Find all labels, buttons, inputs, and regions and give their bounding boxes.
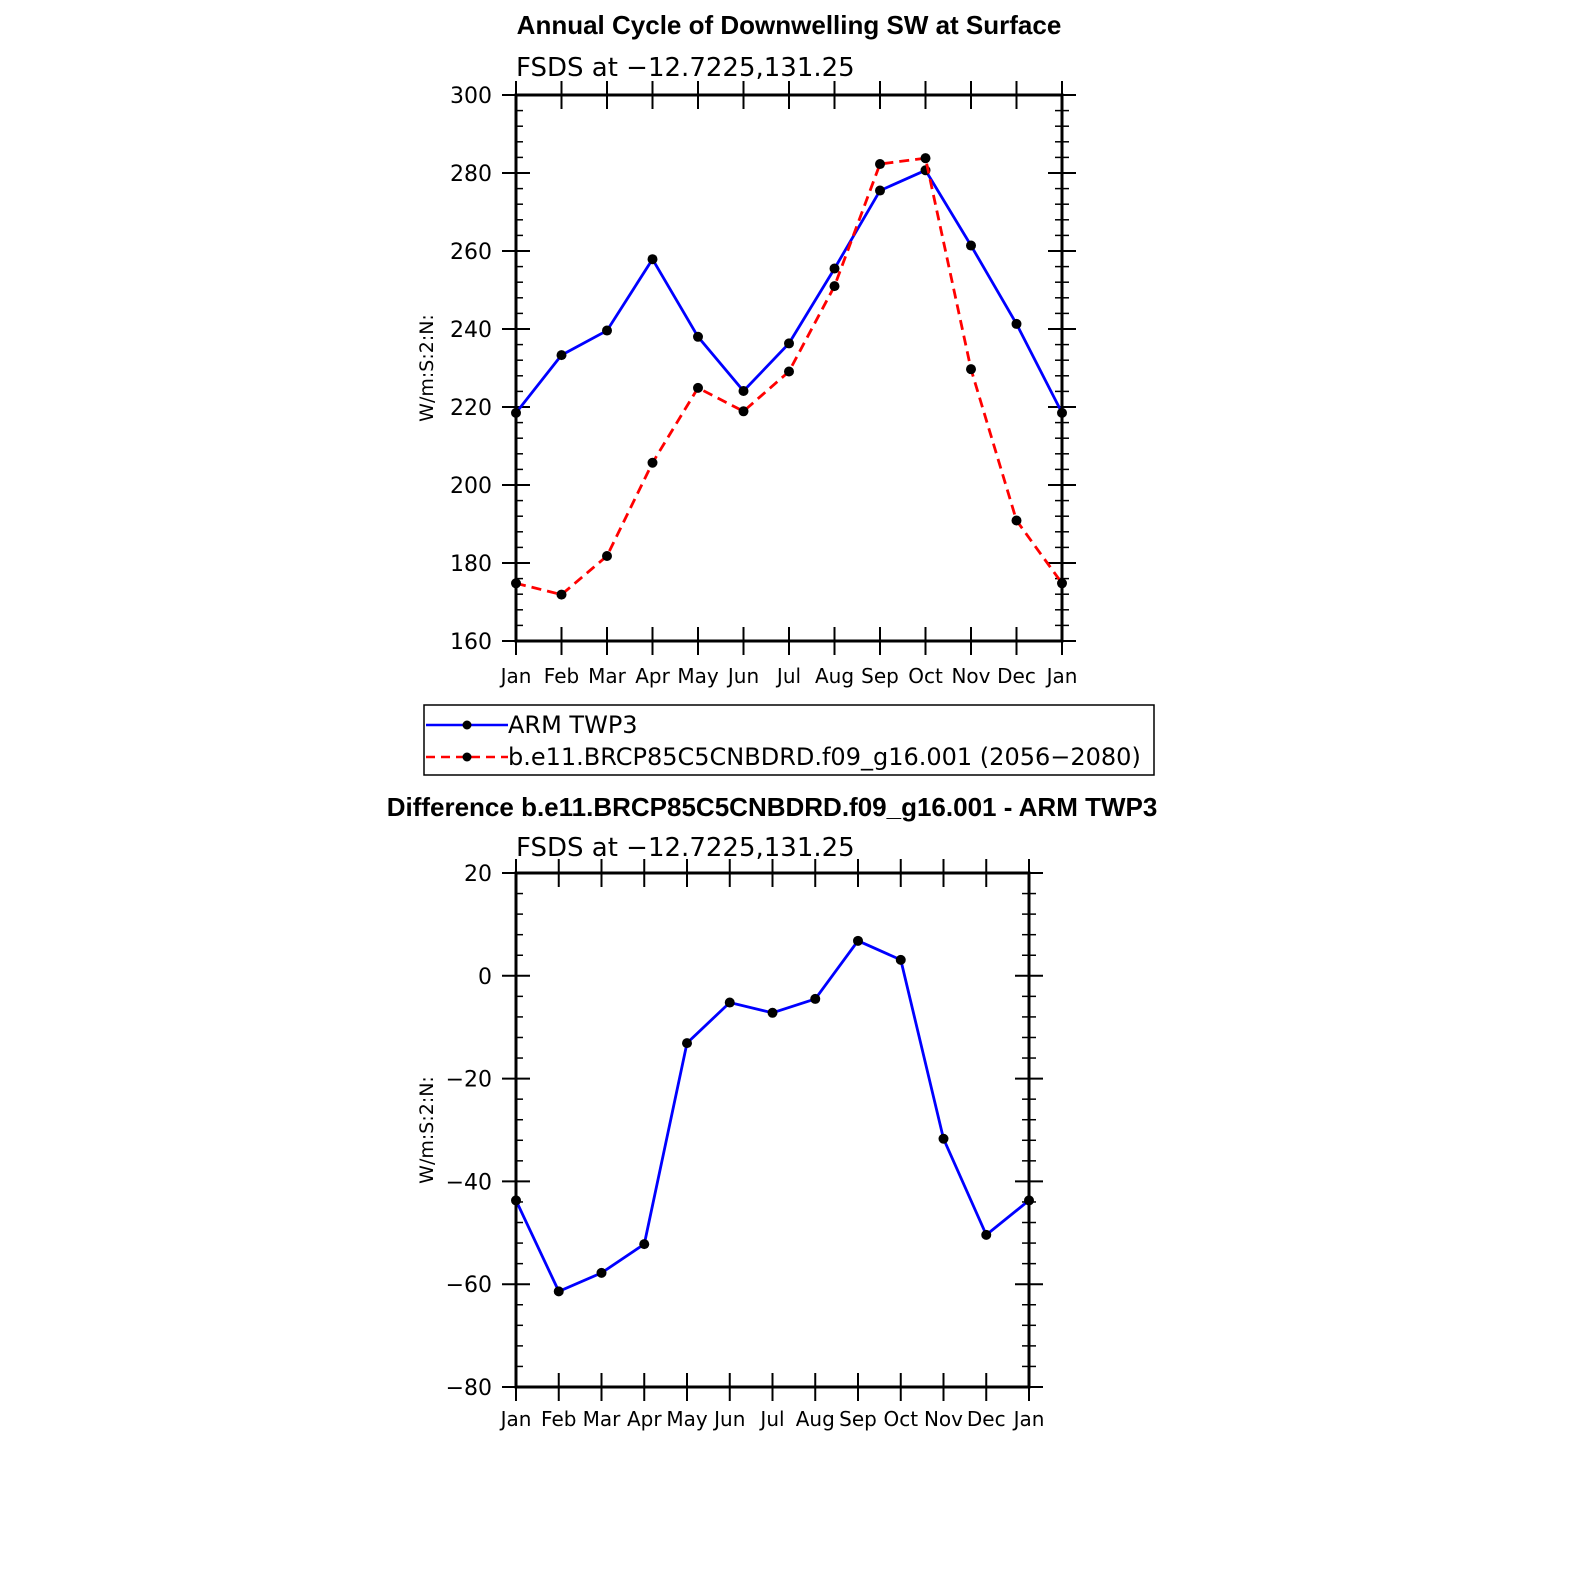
chart1-subtitle: FSDS at −12.7225,131.25 bbox=[516, 53, 855, 83]
chart2-series-0-point bbox=[810, 994, 820, 1004]
chart2-xtick-label: Oct bbox=[883, 1407, 919, 1431]
chart2-y-axis-label: W/m:S:2:N: bbox=[416, 1076, 438, 1184]
chart1-series-0-point bbox=[739, 386, 749, 396]
chart1-title: Annual Cycle of Downwelling SW at Surface bbox=[516, 10, 1062, 40]
chart1-xtick-label: Jan bbox=[1046, 664, 1078, 688]
chart1-xtick-label: Nov bbox=[951, 664, 991, 688]
chart2-ytick-label: 20 bbox=[464, 862, 492, 887]
chart1-series-1-point bbox=[875, 159, 885, 169]
chart1-series-0-point bbox=[830, 264, 840, 274]
chart1-ytick-label: 240 bbox=[450, 318, 492, 343]
legend-marker-model bbox=[463, 753, 472, 762]
chart1-ytick-label: 280 bbox=[450, 162, 492, 187]
legend-label-model: b.e11.BRCP85C5CNBDRD.f09_g16.001 (2056−2080) bbox=[508, 743, 1141, 771]
chart1-series-1-point bbox=[648, 458, 658, 468]
difference-chart bbox=[387, 792, 1158, 1431]
legend-label-arm: ARM TWP3 bbox=[508, 711, 638, 739]
chart1-series-0-point bbox=[1012, 319, 1022, 329]
chart1-series-1-point bbox=[693, 383, 703, 393]
chart2-series-0-point bbox=[682, 1038, 692, 1048]
chart1-y-axis-label: W/m:S:2:N: bbox=[416, 314, 438, 422]
chart2-series-0-point bbox=[896, 955, 906, 965]
chart1-series-0-point bbox=[557, 350, 567, 360]
chart2-xtick-label: Jan bbox=[500, 1407, 532, 1431]
chart1-xtick-label: Jan bbox=[500, 664, 532, 688]
chart2-series-line-0 bbox=[516, 941, 1029, 1292]
chart2-series-0-point bbox=[981, 1230, 991, 1240]
chart2-series-0-point bbox=[554, 1286, 564, 1296]
chart1-xtick-label: Apr bbox=[635, 664, 670, 688]
chart2-xtick-label: Apr bbox=[626, 1407, 662, 1431]
chart1-series-1-point bbox=[966, 364, 976, 374]
chart1-xtick-label: Jun bbox=[727, 664, 760, 688]
chart1-xtick-label: Feb bbox=[543, 664, 580, 688]
chart2-series-0-point bbox=[639, 1239, 649, 1249]
chart2-ytick-label: 0 bbox=[478, 964, 492, 990]
chart1-series-0-point bbox=[693, 332, 703, 342]
chart1-series-1-point bbox=[557, 590, 567, 600]
chart1-xtick-label: May bbox=[677, 664, 719, 688]
chart2-subtitle: FSDS at −12.7225,131.25 bbox=[516, 833, 855, 863]
chart1-series-1-point bbox=[784, 367, 794, 377]
chart1-xtick-label: Oct bbox=[908, 664, 943, 688]
chart1-xtick-label: Sep bbox=[861, 664, 899, 688]
chart2-xtick-label: May bbox=[666, 1407, 708, 1431]
chart1-series-0-point bbox=[602, 326, 612, 336]
chart2-xtick-label: Jan bbox=[1013, 1407, 1045, 1431]
chart1-series-0-point bbox=[966, 241, 976, 251]
chart1-xtick-label: Mar bbox=[588, 664, 626, 688]
chart1-xtick-label: Jul bbox=[776, 664, 802, 688]
chart2-xtick-label: Feb bbox=[541, 1407, 577, 1431]
chart1-ytick-label: 220 bbox=[450, 396, 492, 421]
chart2-ytick-label: −40 bbox=[445, 1170, 492, 1196]
chart1-series-1-point bbox=[739, 406, 749, 416]
chart1-ytick-label: 200 bbox=[450, 474, 492, 499]
chart2-ytick-label: −60 bbox=[445, 1273, 492, 1299]
chart2-xtick-label: Aug bbox=[795, 1407, 835, 1431]
chart2-xtick-label: Sep bbox=[839, 1407, 877, 1431]
chart2-series-0-point bbox=[768, 1008, 778, 1018]
chart2-xtick-label: Mar bbox=[582, 1407, 621, 1431]
chart1-series-1-point bbox=[921, 153, 931, 163]
chart2-series-0-point bbox=[853, 936, 863, 946]
chart2-xtick-label: Dec bbox=[966, 1407, 1006, 1431]
chart1-series-0-point bbox=[875, 186, 885, 196]
chart2-title: Difference b.e11.BRCP85C5CNBDRD.f09_g16.001 - ARM TWP3 bbox=[386, 792, 1158, 822]
chart2-plot-frame bbox=[516, 873, 1029, 1387]
chart1-series-1-point bbox=[602, 551, 612, 561]
legend-marker-arm bbox=[463, 721, 472, 730]
chart1-series-1-point bbox=[830, 281, 840, 291]
chart2-xtick-label: Nov bbox=[923, 1407, 964, 1431]
chart1-series-0-point bbox=[784, 338, 794, 348]
chart2-ytick-label: −20 bbox=[445, 1067, 492, 1093]
chart1-xtick-label: Dec bbox=[997, 664, 1036, 688]
chart1-xtick-label: Aug bbox=[814, 664, 855, 688]
chart2-ytick-label: −80 bbox=[445, 1376, 492, 1401]
chart2-xtick-label: Jul bbox=[760, 1407, 785, 1431]
chart2-series-0-point bbox=[725, 998, 735, 1008]
chart2-series-0-point bbox=[597, 1268, 607, 1278]
chart2-series-0-point bbox=[939, 1134, 949, 1144]
chart1-series-0-point bbox=[648, 254, 658, 264]
chart1-legend bbox=[424, 705, 1154, 775]
chart1-series-1-point bbox=[1012, 515, 1022, 525]
chart1-ytick-label: 160 bbox=[450, 630, 492, 655]
chart1-ytick-label: 260 bbox=[450, 240, 492, 265]
chart2-xtick-label: Jun bbox=[714, 1407, 746, 1431]
chart1-ytick-label: 300 bbox=[450, 84, 492, 109]
chart1-ytick-label: 180 bbox=[450, 552, 492, 577]
annual-cycle-chart bbox=[416, 10, 1077, 688]
